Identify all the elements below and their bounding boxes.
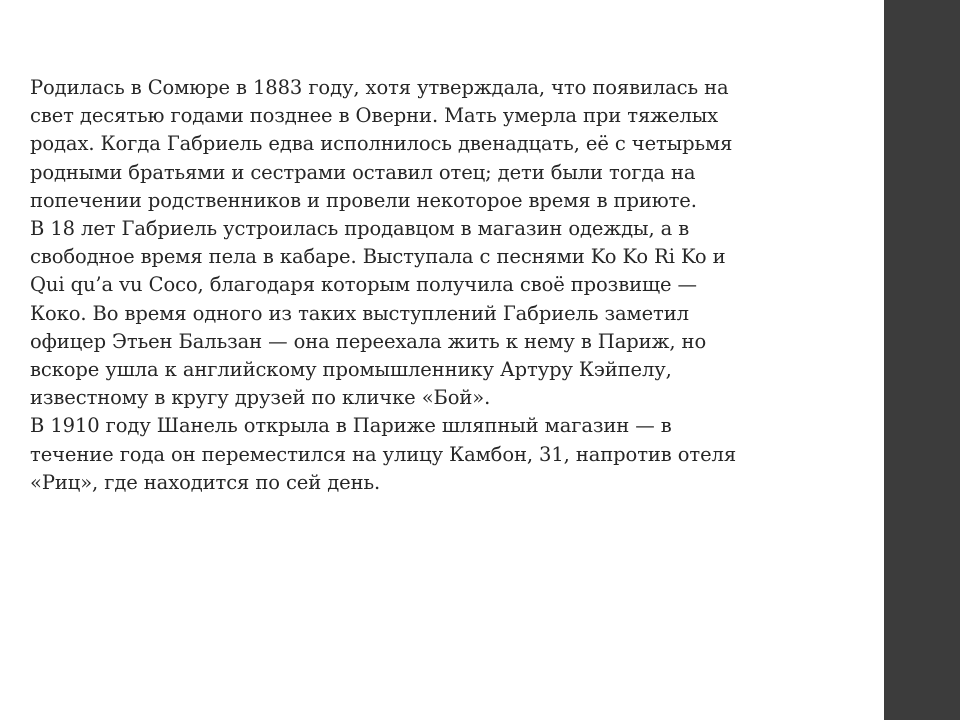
text-line: В 1910 году Шанель открыла в Париже шляпный магазин — в (30, 414, 672, 438)
text-line: родах. Когда Габриель едва исполнилось двенадцать, её с четырьмя (30, 132, 733, 156)
text-line: Коко. Во время одного из таких выступлений Габриель заметил (30, 301, 689, 325)
text-line: известному в кругу друзей по кличке «Бой». (30, 386, 491, 410)
text-line: Родилась в Сомюре в 1883 году, хотя утверждала, что появилась на (30, 76, 729, 99)
paragraph-hat-shop (30, 412, 880, 497)
decorative-side-bar (884, 0, 960, 720)
paragraph-youth (30, 215, 880, 412)
text-line: вскоре ушла к английскому промышленнику Артуру Кэйпелу, (30, 358, 672, 382)
text-block (30, 74, 880, 497)
paragraph-birth (30, 74, 880, 215)
text-line: свободное время пела в кабаре. Выступала с песнями Ko Ko Ri Ko и (30, 245, 726, 269)
text-line: попечении родственников и провели некоторое время в приюте. (30, 188, 697, 212)
text-line: «Риц», где находится по сей день. (30, 470, 381, 494)
text-line: Qui qu’a vu Coco, благодаря которым получила своё прозвище — (30, 273, 697, 297)
text-line: В 18 лет Габриель устроилась продавцом в магазин одежды, а в (30, 217, 690, 241)
text-line: течение года он переместился на улицу Камбон, 31, напротив отеля (30, 442, 737, 466)
text-line: родными братьями и сестрами оставил отец; дети были тогда на (30, 160, 696, 184)
text-line: свет десятью годами позднее в Оверни. Мать умерла при тяжелых (30, 104, 719, 128)
text-line: офицер Этьен Бальзан — она переехала жить к нему в Париж, но (30, 329, 707, 353)
